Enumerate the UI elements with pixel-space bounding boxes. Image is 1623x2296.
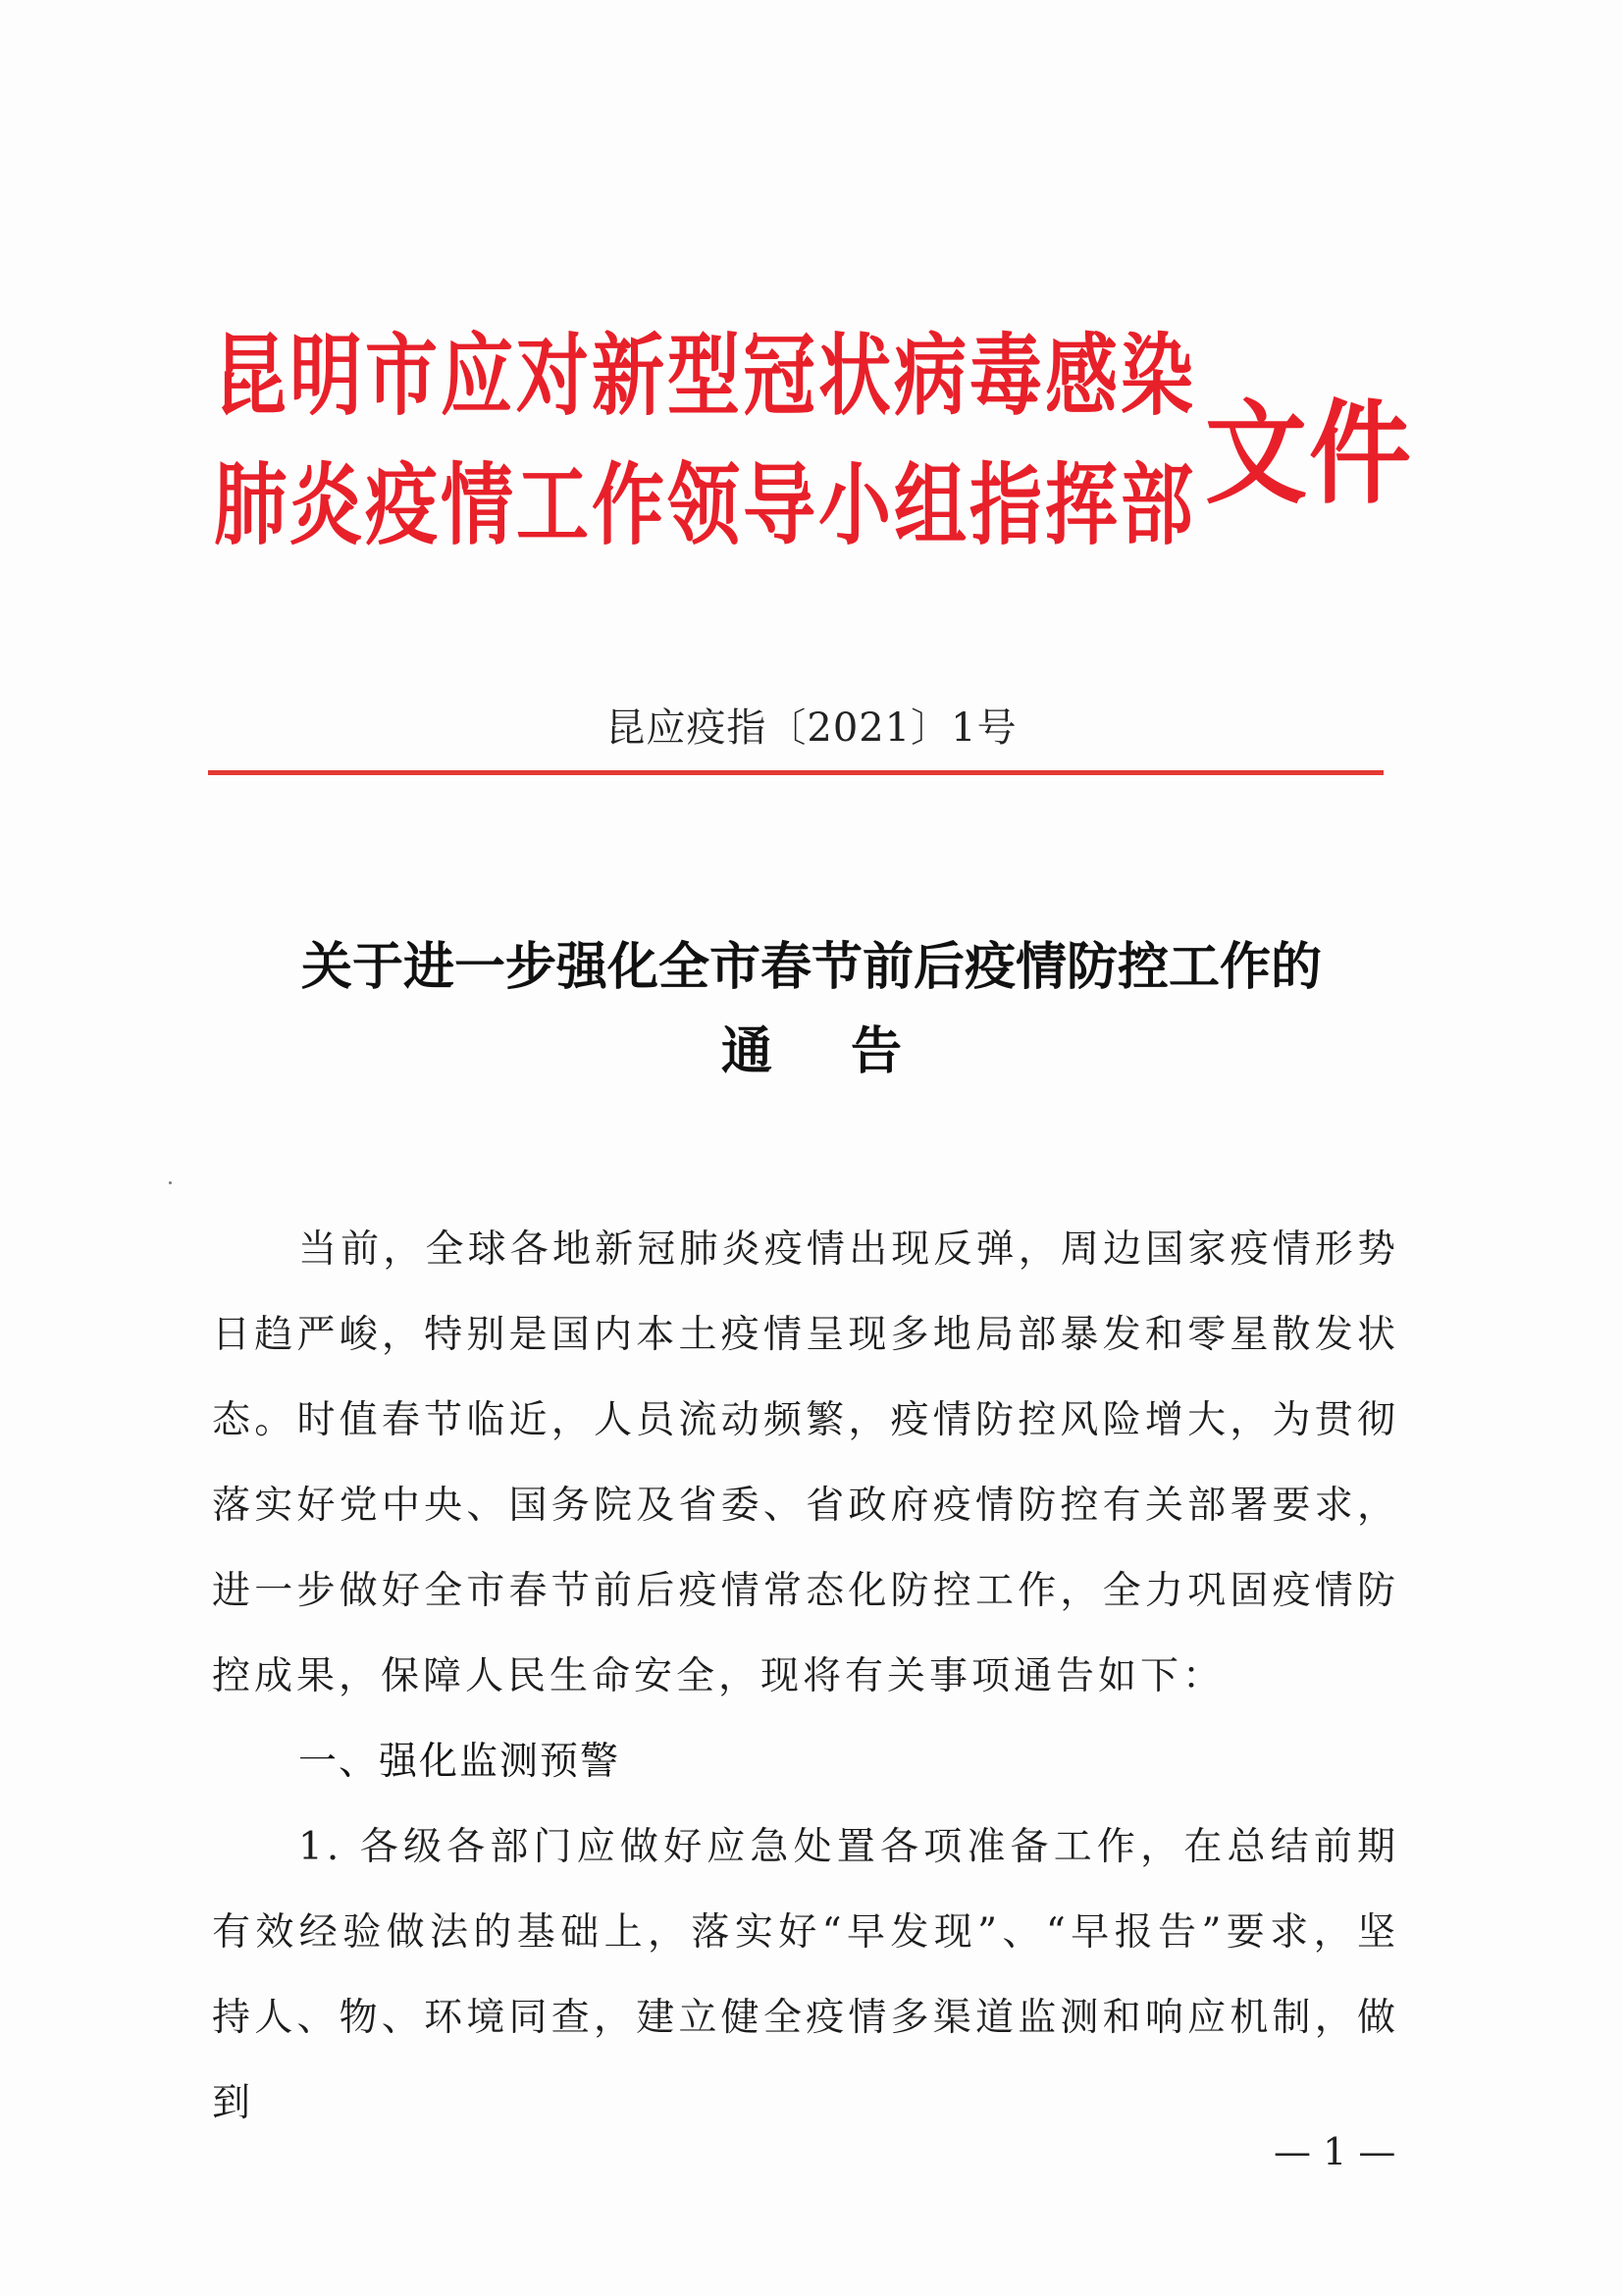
organization-line-1: 昆明市应对新型冠状病毒感染 xyxy=(214,324,1196,428)
section-heading: 一、强化监测预警 xyxy=(298,1740,621,1784)
document-body xyxy=(212,1207,1399,2146)
red-separator-line xyxy=(208,770,1384,775)
document-title xyxy=(0,927,1623,1092)
title-line-2: 通告 xyxy=(720,1022,980,1081)
document-type-label: 文件 xyxy=(1205,388,1414,520)
intro-paragraph: 当前，全球各地新冠肺炎疫情出现反弹，周边国家疫情形势日趋严峻，特别是国内本土疫情呈现多地局部暴发和零星散发状态。时值春节临近，人员流动频繁，疫情防控风险增大，为贯彻落实好党中央、国务院及省委、省政府疫情防控有关部署要求，进一步做好全市春节前后疫情常态化防控工作，全力巩固疫情防控成果，保障人民生命安全，现将有关事项通告如下： xyxy=(212,1227,1399,1698)
scan-speck xyxy=(169,1181,172,1184)
organization-line-2: 肺炎疫情工作领导小组指挥部 xyxy=(214,453,1196,557)
document-number: 昆应疫指〔2021〕1号 xyxy=(605,705,1018,751)
page-number: — 1 — xyxy=(1274,2130,1396,2173)
title-line-1: 关于进一步强化全市春节前后疫情防控工作的 xyxy=(300,938,1322,997)
issuing-organization xyxy=(214,309,1196,557)
item-paragraph: 1. 各级各部门应做好应急处置各项准备工作，在总结前期有效经验做法的基础上，落实好“早发现”、“早报告”要求，坚持人、物、环境同查，建立健全疫情多渠道监测和响应机制，做到 xyxy=(212,1825,1399,2125)
document-header xyxy=(214,309,1414,574)
